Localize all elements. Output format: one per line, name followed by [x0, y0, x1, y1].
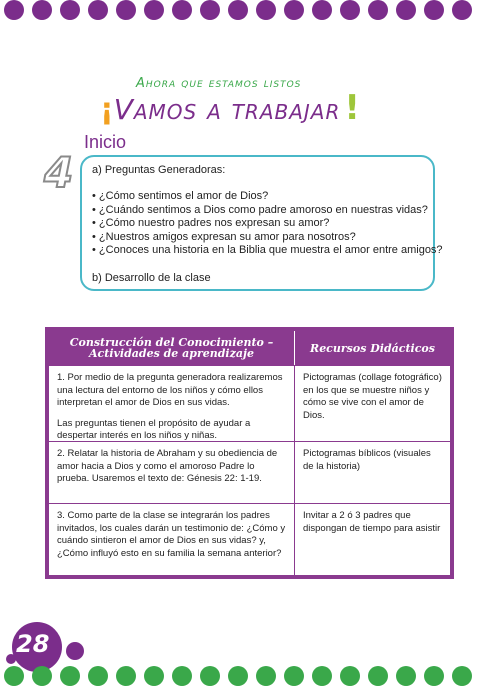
border-dot	[172, 0, 192, 20]
table-header-activities: Construcción del Conocimiento – Actividades de aprendizaje	[49, 331, 295, 365]
border-dot	[116, 666, 136, 686]
border-dot	[284, 0, 304, 20]
table-row	[49, 365, 450, 441]
table-header-resources: Recursos Didácticos	[295, 331, 450, 365]
border-dot	[340, 666, 360, 686]
table-cell-resource: Pictogramas bíblicos (visuales de la historia)	[303, 448, 431, 472]
border-dot	[144, 666, 164, 686]
paint-drop-decoration	[66, 642, 84, 660]
border-dot	[88, 0, 108, 20]
question-item: • ¿Conoces una historia en la Biblia que muestra el amor entre amigos?	[92, 244, 423, 258]
border-dot	[256, 666, 276, 686]
border-dot	[256, 0, 276, 20]
border-dot	[200, 666, 220, 686]
border-dot	[172, 666, 192, 686]
bottom-dot-border	[0, 664, 499, 688]
table-row	[49, 441, 450, 503]
table-cell-resource: Pictogramas (collage fotográfico) en los que se muestre niños y cómo se vive con el amor de Dios.	[303, 372, 442, 421]
border-dot	[32, 666, 52, 686]
border-dot	[452, 0, 472, 20]
border-dot	[200, 0, 220, 20]
heading-open-exclamation: ¡	[100, 92, 114, 127]
paint-drop-decoration	[6, 654, 16, 664]
border-dot	[228, 0, 248, 20]
questions-footer: b) Desarrollo de la clase	[92, 271, 211, 284]
border-dot	[116, 0, 136, 20]
border-dot	[144, 0, 164, 20]
border-dot	[312, 0, 332, 20]
border-dot	[424, 666, 444, 686]
section-label: Inicio	[84, 132, 127, 152]
table-cell-activity	[49, 366, 295, 441]
border-dot	[32, 0, 52, 20]
heading-title	[100, 88, 360, 128]
border-dot	[88, 666, 108, 686]
border-dot	[368, 666, 388, 686]
border-dot	[340, 0, 360, 20]
border-dot	[60, 666, 80, 686]
questions-title: a) Preguntas Generadoras:	[92, 164, 226, 176]
activity-text: 3. Como parte de la clase se integrarán los padres invitados, los cuales darán un testimonio de: ¿Cómo y cuándo sintieron el amor de Dios en sus vidas? y, ¿Cómo influyó esto en su familia la semana anterior?	[57, 510, 286, 559]
border-dot	[284, 666, 304, 686]
table-cell-activity	[49, 504, 295, 575]
table-cell-activity	[49, 442, 295, 503]
question-item: • ¿Cómo sentimos el amor de Dios?	[92, 190, 423, 204]
question-item: • ¿Cuándo sentimos a Dios como padre amoroso en nuestras vidas?	[92, 204, 423, 218]
top-dot-border	[0, 0, 499, 24]
question-item: • ¿Nuestros amigos expresan su amor para nosotros?	[92, 231, 423, 245]
border-dot	[452, 666, 472, 686]
border-dot	[60, 0, 80, 20]
border-dot	[312, 666, 332, 686]
questions-list	[92, 190, 443, 258]
border-dot	[4, 666, 24, 686]
heading-main-text: Vamos a trabajar	[113, 93, 341, 126]
table-row	[49, 503, 450, 575]
border-dot	[396, 0, 416, 20]
activities-table	[45, 327, 454, 579]
heading-close-exclamation: !	[344, 88, 360, 128]
activity-text: 1. Por medio de la pregunta generadora realizaremos una lectura del entorno de los niños y cómo ellos interpretan el amor de Dios en sus vidas.	[57, 372, 283, 408]
activity-note: Las preguntas tienen el propósito de ayudar a despertar interés en los niños y niñas.	[57, 417, 251, 441]
border-dot	[396, 666, 416, 686]
table-cell-resource: Invitar a 2 ó 3 padres que dispongan de tiempo para asistir	[303, 510, 441, 534]
activity-text: 2. Relatar la historia de Abraham y su obediencia de amor hacia a Dios y como el amoroso Padre lo prueba. Usaremos el texto de: Génesis 22: 1-19.	[57, 448, 278, 484]
page-number: 28	[16, 630, 50, 658]
heading-subtitle: Ahora que estamos listos	[136, 76, 302, 91]
table-header-row	[49, 331, 450, 365]
question-item: • ¿Cómo nuestro padres nos expresan su amor?	[92, 217, 423, 231]
border-dot	[424, 0, 444, 20]
border-dot	[368, 0, 388, 20]
border-dot	[4, 0, 24, 20]
border-dot	[228, 666, 248, 686]
step-number: 4	[44, 148, 74, 197]
questions-card	[80, 155, 443, 291]
